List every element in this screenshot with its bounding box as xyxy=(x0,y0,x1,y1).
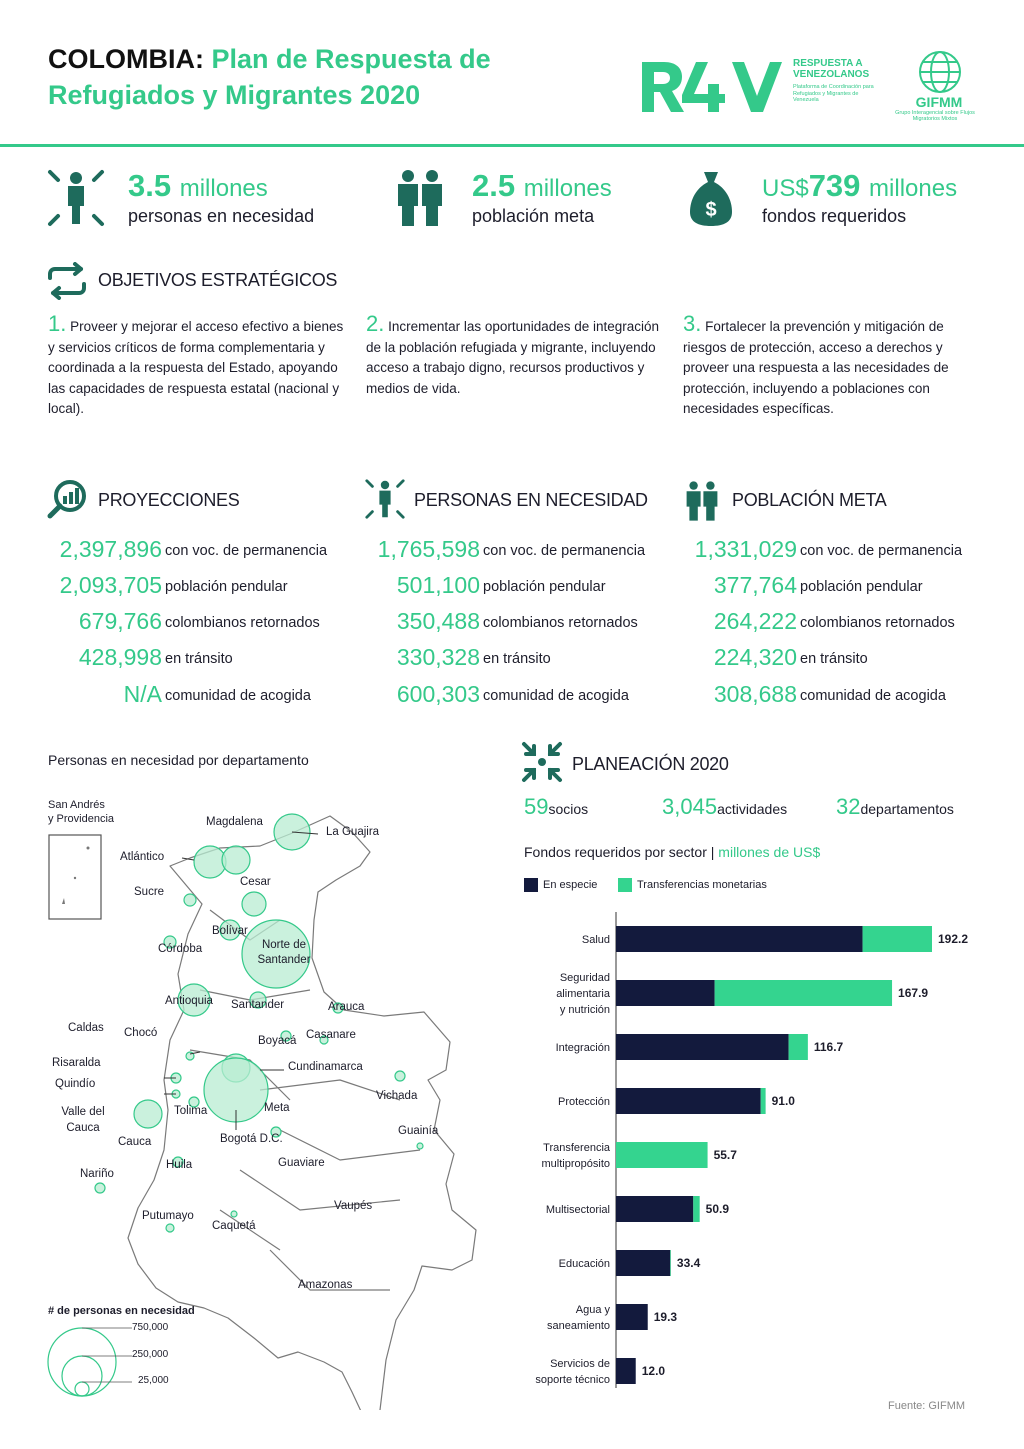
bar-cash-2 xyxy=(789,1034,808,1060)
map-label-valle-del-cauca: Valle del Cauca xyxy=(61,1106,105,1134)
necesidad-label-4: comunidad de acogida xyxy=(483,688,629,704)
bar-cash-4 xyxy=(616,1142,708,1168)
bar-category-4: Transferencia multipropósito xyxy=(541,1142,610,1170)
r4v-logo xyxy=(640,58,782,114)
bubble-guainia xyxy=(417,1143,423,1149)
map-label-choc-: Chocó xyxy=(124,1027,158,1039)
map-title: Personas en necesidad por departamento xyxy=(48,752,309,768)
legend-in-kind-swatch xyxy=(524,878,538,892)
legend-cash: Transferencias monetarias xyxy=(637,879,767,891)
map-label-caldas: Caldas xyxy=(68,1022,104,1034)
meta-value-2: 264,222 xyxy=(713,608,797,634)
map-label-sucre: Sucre xyxy=(134,886,165,898)
necesidad-label-3: en tránsito xyxy=(483,651,551,667)
meta-label-1: población pendular xyxy=(800,579,923,595)
map-label-santander: Santander xyxy=(231,999,285,1011)
funding-bar-chart xyxy=(520,908,1000,1398)
legend-in-kind: En especie xyxy=(543,879,598,891)
map-label-meta: Meta xyxy=(264,1102,290,1114)
bubble-atlantico xyxy=(194,846,226,878)
bar-category-1: Seguridad alimentaria y nutrición xyxy=(556,972,610,1016)
necesidad-value-0: 1,765,598 xyxy=(377,536,480,562)
bar-category-6: Educación xyxy=(558,1258,610,1270)
map-legend-circles xyxy=(46,1322,136,1398)
map-label-bol-var: Bolívar xyxy=(212,925,248,937)
kpi-funds-label: fondos requeridos xyxy=(762,206,907,226)
kpi-funds-value: US$739 millones xyxy=(762,168,958,203)
bar-category-3: Protección xyxy=(558,1096,610,1108)
map-inset-label: San Andrés y Providencia xyxy=(48,799,115,825)
necesidad-label-1: población pendular xyxy=(483,579,606,595)
proyecciones-label-1: población pendular xyxy=(165,579,288,595)
map-label-huila: Huila xyxy=(166,1159,193,1171)
meta-value-3: 224,320 xyxy=(713,644,797,670)
necesidad-label-2: colombianos retornados xyxy=(483,615,638,631)
map-label-c-rdoba: Córdoba xyxy=(158,943,203,955)
map-label-arauca: Arauca xyxy=(328,1001,365,1013)
bar-category-0: Salud xyxy=(581,934,610,946)
converge-arrows-icon xyxy=(520,740,564,784)
legend-250k: 250,000 xyxy=(132,1349,169,1360)
planning-partners: 59socios xyxy=(524,794,589,819)
planning-activities: 3,045actividades xyxy=(662,794,788,819)
legend-25k: 25,000 xyxy=(138,1375,169,1386)
proyecciones-value-0: 2,397,896 xyxy=(59,536,162,562)
map-label-boyac-: Boyacá xyxy=(258,1035,297,1047)
kpi-need-label: personas en necesidad xyxy=(128,206,315,226)
people-in-need-icon xyxy=(364,478,406,520)
meta-label-0: con voc. de permanencia xyxy=(800,543,963,559)
bar-category-5: Multisectorial xyxy=(545,1204,610,1216)
necesidad-label-0: con voc. de permanencia xyxy=(483,543,646,559)
bar-in-kind-7 xyxy=(616,1304,648,1330)
meta-label-3: en tránsito xyxy=(800,651,868,667)
map-label-quind-o: Quindío xyxy=(55,1078,96,1090)
need-title: PERSONAS EN NECESIDAD xyxy=(414,490,648,510)
r4v-subtitle: Plataforma de Coordinación para Refugiados y Migrantes de Venezuela xyxy=(793,84,874,103)
meta-value-4: 308,688 xyxy=(713,681,797,707)
proyecciones-label-3: en tránsito xyxy=(165,651,233,667)
bar-value-0: 192.2 xyxy=(938,932,969,946)
bar-value-6: 33.4 xyxy=(676,1256,701,1270)
kpi-target-value: 2.5 millones xyxy=(472,168,612,203)
meta-label-2: colombianos retornados xyxy=(800,615,955,631)
proyecciones-label-2: colombianos retornados xyxy=(165,615,320,631)
proyecciones-label-4: comunidad de acogida xyxy=(165,688,311,704)
map-label-caquet-: Caquetá xyxy=(212,1220,256,1232)
bar-cash-6 xyxy=(670,1250,671,1276)
magnifier-chart-icon xyxy=(46,478,88,520)
proyecciones-value-3: 428,998 xyxy=(78,644,162,670)
bar-cash-1 xyxy=(715,980,892,1006)
bar-in-kind-1 xyxy=(616,980,715,1006)
target-title: POBLACIÓN META xyxy=(732,490,887,510)
proyecciones-value-2: 679,766 xyxy=(78,608,162,634)
objective-2: 2. Incrementar las oportunidades de integración de la población refugiada y migrante, incluyendo acceso a trabajo digno, recursos productivos y medios de vida. xyxy=(366,311,660,396)
people-in-need-icon xyxy=(46,168,106,228)
map-label-atl-ntico: Atlántico xyxy=(120,851,165,863)
meta-value-0: 1,331,029 xyxy=(694,536,797,562)
bar-in-kind-0 xyxy=(616,926,863,952)
bubble-magdalena xyxy=(222,846,250,874)
planning-title: PLANEACIÓN 2020 xyxy=(572,754,729,774)
map-label-cundinamarca: Cundinamarca xyxy=(288,1061,363,1073)
money-bag-icon xyxy=(686,168,736,228)
bubble-vichada xyxy=(395,1071,405,1081)
svg-text:$: $ xyxy=(705,199,717,221)
bar-category-7: Agua y saneamiento xyxy=(547,1304,610,1332)
map-label-nari-o: Nariño xyxy=(80,1168,114,1180)
page-title-line2: Refugiados y Migrantes 2020 xyxy=(48,80,421,110)
gifmm-subtitle: Grupo Interagencial sobre Flujos Migratorios Mixtos xyxy=(895,110,975,122)
map-label-guain-a: Guainía xyxy=(398,1125,439,1137)
map-label-la-guajira: La Guajira xyxy=(326,826,380,838)
map-label-putumayo: Putumayo xyxy=(142,1210,194,1222)
map-label-bogot-d-c-: Bogotá D.C. xyxy=(220,1133,283,1145)
two-people-icon xyxy=(682,480,722,522)
chart-title: Fondos requeridos por sector | millones de US$ xyxy=(524,844,821,860)
map-label-vaup-s: Vaupés xyxy=(334,1200,373,1212)
map-label-norte-de-santander: Norte de Santander xyxy=(257,939,311,966)
map-label-amazonas: Amazonas xyxy=(298,1279,353,1291)
planning-departments: 32departamentos xyxy=(836,794,954,819)
necesidad-value-2: 350,488 xyxy=(396,608,480,634)
two-people-icon xyxy=(392,168,448,228)
bubble-narino xyxy=(95,1183,105,1193)
bar-value-1: 167.9 xyxy=(898,986,929,1000)
source-note: Fuente: GIFMM xyxy=(888,1400,966,1412)
map-label-antioquia: Antioquia xyxy=(165,995,213,1007)
proyecciones-value-4: N/A xyxy=(123,681,162,707)
necesidad-value-1: 501,100 xyxy=(396,572,480,598)
map-label-magdalena: Magdalena xyxy=(206,816,263,828)
map-label-guaviare: Guaviare xyxy=(278,1157,325,1169)
objectives-title: OBJETIVOS ESTRATÉGICOS xyxy=(98,270,338,290)
bar-value-4: 55.7 xyxy=(713,1148,737,1162)
projections-title: PROYECCIONES xyxy=(98,490,240,510)
kpi-need-value: 3.5 millones xyxy=(128,168,268,203)
necesidad-value-4: 600,303 xyxy=(396,681,480,707)
objective-3: 3. Fortalecer la prevención y mitigación de riesgos de protección, acceso a derechos y proveer una respuesta a las necesidades de protección, incluyendo a poblaciones con necesidades específicas. xyxy=(683,311,949,416)
legend-cash-swatch xyxy=(618,878,632,892)
meta-value-1: 377,764 xyxy=(713,572,797,598)
bubble-caqueta xyxy=(231,1211,237,1217)
map-label-tolima: Tolima xyxy=(174,1105,208,1117)
bubble-valle xyxy=(134,1100,162,1128)
map-label-cauca: Cauca xyxy=(118,1136,152,1148)
map-label-risaralda: Risaralda xyxy=(52,1057,101,1069)
bar-in-kind-2 xyxy=(616,1034,789,1060)
gifmm-name: GIFMM xyxy=(915,94,963,110)
legend-750k: 750,000 xyxy=(132,1322,169,1333)
map-legend-title: # de personas en necesidad xyxy=(48,1305,195,1317)
map-label-vichada: Vichada xyxy=(376,1090,418,1102)
page-title: COLOMBIA: Plan de Respuesta de xyxy=(48,44,491,74)
bar-in-kind-8 xyxy=(616,1358,636,1384)
bar-in-kind-3 xyxy=(616,1088,761,1114)
bar-cash-3 xyxy=(761,1088,766,1114)
bar-cash-0 xyxy=(863,926,932,952)
header-divider xyxy=(0,144,1024,147)
map-label-casanare: Casanare xyxy=(306,1029,356,1041)
bar-value-8: 12.0 xyxy=(641,1364,666,1378)
bubble-sucre xyxy=(184,894,196,906)
bubble-cesar xyxy=(242,892,266,916)
bar-category-8: Servicios de soporte técnico xyxy=(535,1358,610,1386)
meta-label-4: comunidad de acogida xyxy=(800,688,946,704)
objective-1: 1. Proveer y mejorar el acceso efectivo a bienes y servicios críticos de forma complementaria y coordinada a la respuesta del Estado, apoyando las capacidades de respuesta estatal (nacional y local). xyxy=(48,311,344,416)
bar-category-2: Integración xyxy=(555,1042,610,1054)
r4v-title: RESPUESTA A VENEZOLANOS xyxy=(793,58,870,80)
bar-cash-5 xyxy=(693,1196,699,1222)
arrows-icon xyxy=(46,262,88,300)
bar-value-7: 19.3 xyxy=(653,1310,678,1324)
proyecciones-label-0: con voc. de permanencia xyxy=(165,543,328,559)
bar-value-3: 91.0 xyxy=(771,1094,795,1108)
bar-in-kind-5 xyxy=(616,1196,693,1222)
bubble-putumayo xyxy=(166,1224,174,1232)
bar-value-2: 116.7 xyxy=(813,1040,844,1054)
kpi-target-label: población meta xyxy=(472,206,595,226)
bar-value-5: 50.9 xyxy=(705,1202,730,1216)
map-label-cesar: Cesar xyxy=(240,876,271,888)
bar-in-kind-6 xyxy=(616,1250,670,1276)
necesidad-value-3: 330,328 xyxy=(396,644,480,670)
proyecciones-value-1: 2,093,705 xyxy=(59,572,162,598)
